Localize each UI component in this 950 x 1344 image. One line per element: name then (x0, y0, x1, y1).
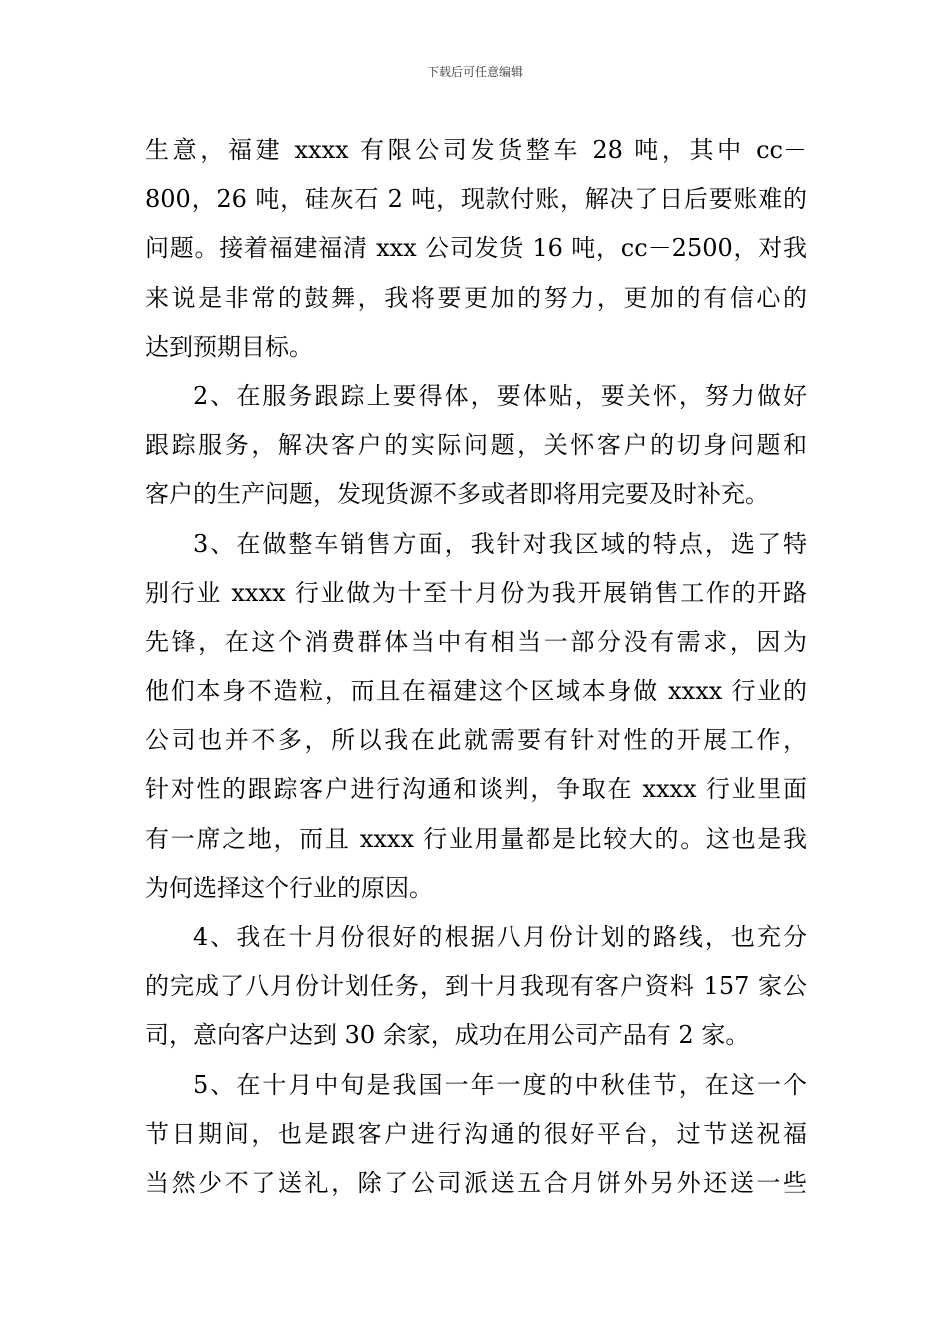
paragraph-item-5 (145, 1061, 807, 1209)
text-line: 节日期间，也是跟客户进行沟通的很好平台，过节送祝福 (145, 1119, 807, 1148)
paragraph-continuation (145, 126, 807, 372)
text-line: 司，意向客户达到 30 余家，成功在用公司产品有 2 家。 (145, 1021, 750, 1050)
page-header: 下载后可任意编辑 (426, 65, 523, 79)
text-line: 针对性的跟踪客户进行沟通和谈判，争取在 xxxx 行业里面 (145, 775, 807, 804)
document-body (145, 126, 807, 1208)
text-line: 达到预期目标。 (145, 332, 313, 361)
text-line: 公司也并不多，所以我在此就需要有针对性的开展工作， (145, 726, 807, 755)
paragraph-item-4 (145, 913, 807, 1061)
text-line: 先锋，在这个消费群体当中有相当一部分没有需求，因为 (145, 627, 807, 656)
text-line: 问题。接着福建福清 xxx 公司发货 16 吨，cc－2500，对我 (145, 234, 807, 263)
paragraph-item-3 (145, 520, 807, 914)
paragraph-item-2 (145, 372, 807, 520)
text-line: 生意，福建 xxxx 有限公司发货整车 28 吨，其中 cc－ (145, 136, 807, 164)
text-line: 的完成了八月份计划任务，到十月我现有客户资料 157 家公 (145, 972, 807, 1001)
text-line: 2、在服务跟踪上要得体，要体贴，要关怀，努力做好 (193, 381, 807, 410)
text-line: 当然少不了送礼，除了公司派送五合月饼外另外还送一些 (145, 1168, 807, 1197)
text-line: 800，26 吨，硅灰石 2 吨，现款付账，解决了日后要账难的 (145, 185, 807, 214)
text-line: 跟踪服务，解决客户的实际问题，关怀客户的切身问题和 (145, 431, 807, 460)
text-line: 客户的生产问题，发现货源不多或者即将用完要及时补充。 (145, 480, 769, 509)
text-line: 5、在十月中旬是我国一年一度的中秋佳节，在这一个 (193, 1070, 807, 1099)
text-line: 3、在做整车销售方面，我针对我区域的特点，选了特 (193, 529, 807, 558)
text-line: 为何选择这个行业的原因。 (145, 873, 433, 902)
text-line: 来说是非常的鼓舞，我将要更加的努力，更加的有信心的 (145, 283, 807, 312)
text-line: 别行业 xxxx 行业做为十至十月份为我开展销售工作的开路 (145, 578, 807, 607)
text-line: 有一席之地，而且 xxxx 行业用量都是比较大的。这也是我 (145, 824, 807, 853)
text-line: 他们本身不造粒，而且在福建这个区域本身做 xxxx 行业的 (145, 677, 807, 706)
text-line: 4、我在十月份很好的根据八月份计划的路线，也充分 (193, 923, 807, 951)
